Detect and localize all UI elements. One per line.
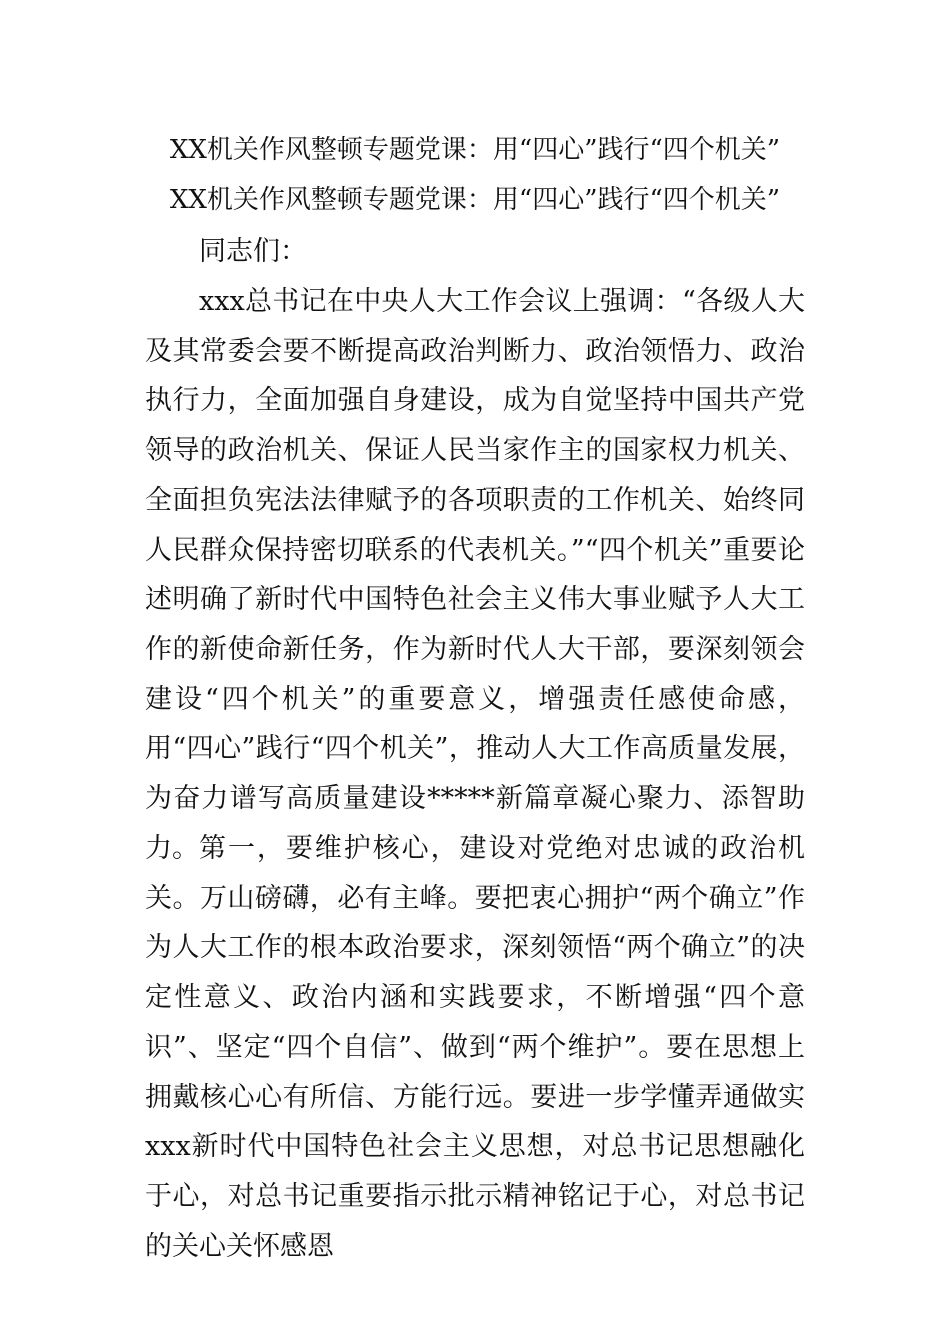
paragraph-2: 第一，要维护核心，建设对党绝对忠诚的政治机关。万山磅礴，必有主峰。要把衷心拥护“两个确立”作为人大工作的根本政治要求，深刻领悟“两个确立”的决定性意义、政治内涵和实践要求，不断增强“四个意识”、坚定“四个自信”、做到“两个维护”。要在思想上拥戴核心心有所信、方能行远。要进一步学懂弄通做实xxx新时代中国特色社会主义思想，对总书记思想融化于心，对总书记重要指示批示精神铭记于心，对总书记的关心关怀感恩: [145, 833, 805, 1262]
paragraph-1: xxx总书记在中央人大工作会议上强调：“各级人大及其常委会要不断提高政治判断力、政治领悟力、政治执行力，全面加强自身建设，成为自觉坚持中国共产党领导的政治机关、保证人民当家作主的国家权力机关、全面担负宪法法律赋予的各项职责的工作机关、始终同人民群众保持密切联系的代表机关。”“四个机关”重要论述明确了新时代中国特色社会主义伟大事业赋予人大工作的新使命新任务，作为新时代人大干部，要深刻领会建设“四个机关”的重要意义，增强责任感使命感，用“四心”践行“四个机关”，推动人大工作高质量发展，为奋力谱写高质量建设*****新篇章凝心聚力、添智助力。: [145, 286, 805, 864]
greeting: 同志们：: [199, 236, 307, 267]
document-title-repeat: XX机关作风整顿专题党课：用“四心”践行“四个机关”: [169, 185, 781, 215]
document-title: XX机关作风整顿专题党课：用“四心”践行“四个机关”: [169, 135, 781, 165]
